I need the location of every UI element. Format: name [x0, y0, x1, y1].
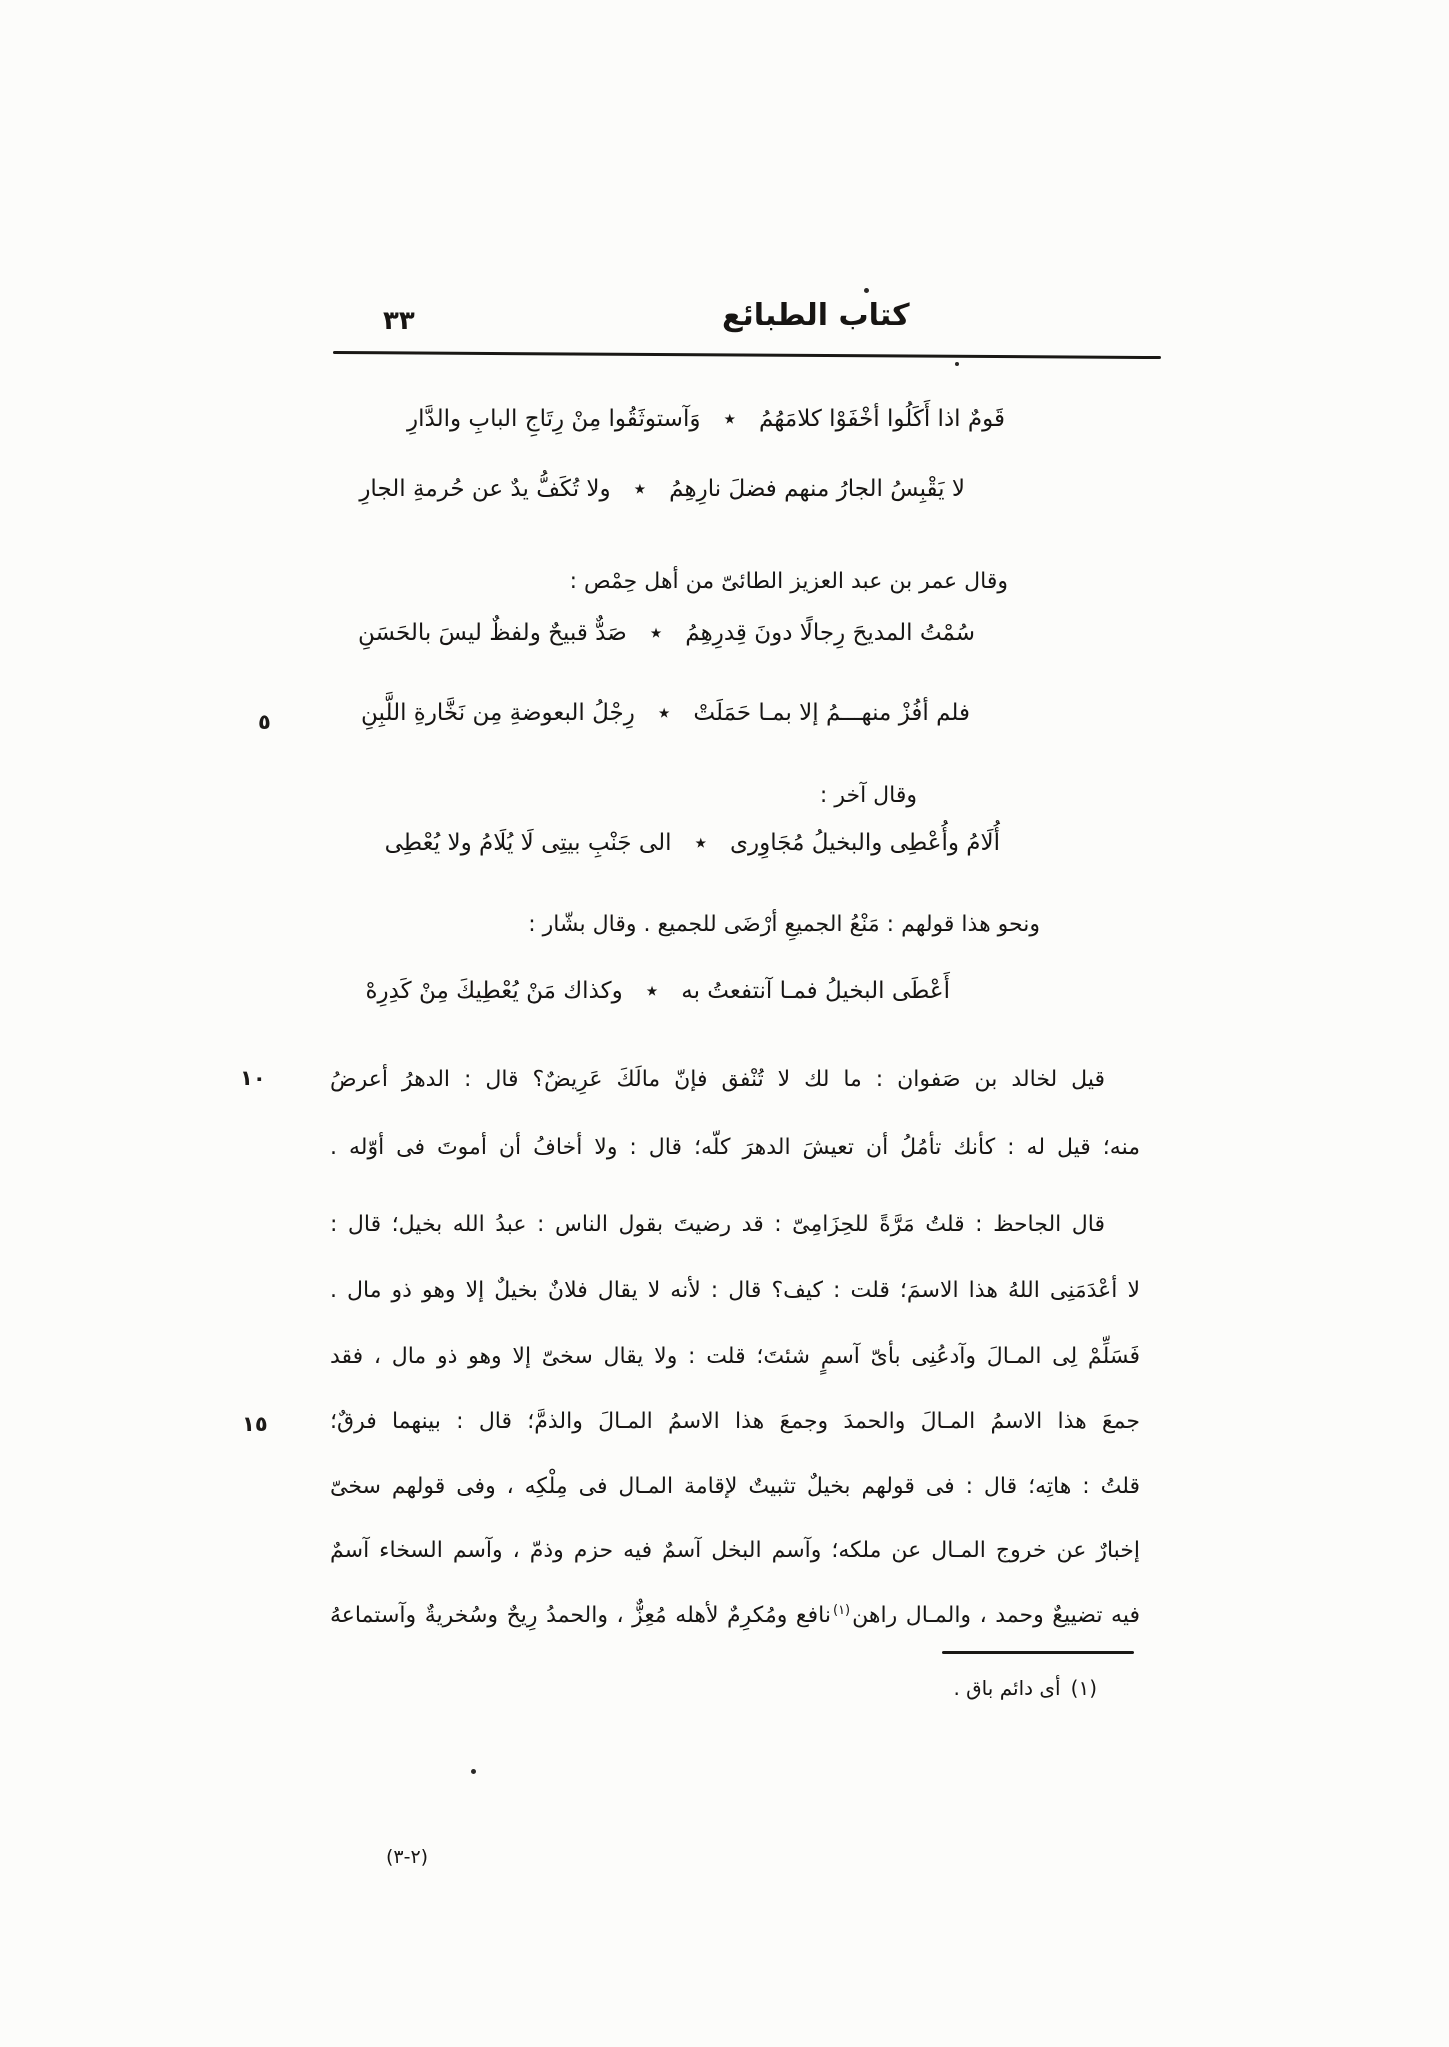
margin-line-number-5: ٥ [258, 710, 271, 734]
prose-line: قال الجاحظ : قلتُ مَرَّةً للحِزَامِىّ : قد رضيتَ بقول الناس : عبدُ الله بخيل؛ قال : [330, 1212, 1105, 1237]
verse-line: سُمْتُ المديحَ رِجالًا دونَ قِدرِهِمُ ٭ صَدٌّ قبيحٌ ولفظٌ ليسَ بالحَسَنِ [358, 620, 975, 646]
footnote-marker: (١) [1070, 1676, 1097, 1700]
prose-text: نافع ومُكرِمٌ لأهله مُعِزٌّ ، والحمدُ رِيحٌ وسُخريةٌ وآستماعهُ [330, 1603, 831, 1628]
speaker-line: وقال آخر : [819, 783, 917, 808]
ink-speck [864, 288, 869, 293]
speaker-line: وقال عمر بن عبد العزيز الطائىّ من أهل حِمْص : [569, 569, 1008, 594]
footnote-reference: (١) [832, 1602, 851, 1618]
prose-line: لا أعْدَمَنِى اللهُ هذا الاسمَ؛ قلت : كيف؟ قال : لأنه لا يقال فلانٌ بخيلٌ إلا وهو ذو مال . [330, 1278, 1140, 1303]
footnote-text: أى دائم باق . [953, 1676, 1061, 1700]
prose-line: جمعَ هذا الاسمُ المـالَ والحمدَ وجمعَ هذا الاسمُ المـالَ والذمَّ؛ قال : بينهما فرقٌ؛ [330, 1409, 1140, 1434]
prose-text: فيه تضييعٌ وحمد ، والمـال راهن [852, 1603, 1140, 1628]
verse-line: لا يَقْبِسُ الجارُ منهم فضلَ نارِهِمُ ٭ ولا تُكَفُّ يدٌ عن حُرمةِ الجارِ [359, 476, 965, 502]
prose-line: منه؛ قيل له : كأنك تأمُلُ أن تعيشَ الدهرَ كلّه؛ قال : ولا أخافُ أن أموتَ فى أوّله . [330, 1135, 1140, 1160]
footnote [953, 1676, 1097, 1700]
verse-line: أُلَامُ وأُعْطِى والبخيلُ مُجَاوِرى ٭ الى جَنْبِ بيتِى لَا يُلَامُ ولا يُعْطِى [384, 830, 1000, 856]
prose-line: ونحو هذا قولهم : مَنْعُ الجميعِ أرْضَى للجميع . وقال بشّار : [528, 912, 1040, 937]
header-rule [333, 351, 1161, 359]
footnote-rule [942, 1651, 1134, 1654]
verse-line: فلم أفُزْ منهـــمُ إلا بمـا حَمَلَتْ ٭ رِجْلُ البعوضةِ مِن نَخَّارةِ اللَّبِنِ [361, 700, 970, 726]
ink-speck [955, 362, 959, 366]
ink-speck [471, 1769, 476, 1774]
verse-line: قَومٌ اذا أَكَلُوا أخْفَوْا كلامَهُمُ ٭ وَآستوثَقُوا مِنْ رِتَاجِ البابِ والدَّارِ [407, 406, 1005, 432]
signature-mark: (٣-٢) [386, 1846, 429, 1868]
page-title: كتاب الطبائع [722, 298, 910, 333]
prose-line: قيل لخالد بن صَفوان : ما لك لا تُنْفق فإنّ مالَكَ عَرِيضٌ؟ قال : الدهرُ أعرضُ [330, 1067, 1105, 1092]
prose-line: إخبارٌ عن خروج المـال عن ملكه؛ وآسم البخل آسمٌ فيه حزم وذمّ ، وآسم السخاء آسمٌ [330, 1538, 1140, 1563]
margin-line-number-10: ١٠ [240, 1066, 266, 1090]
prose-line [330, 1599, 1140, 1633]
prose-line: فَسَلِّمْ لِى المـالَ وآدعُنِى بأىّ آسمٍ شئتَ؛ قلت : ولا يقال سخىّ إلا وهو ذو مال ، فقد [330, 1344, 1140, 1369]
verse-line: أَعْطَى البخيلُ فمـا آنتفعتُ به ٭ وكذاك مَنْ يُعْطِيكَ مِنْ كَدِرِهْ [365, 978, 950, 1004]
prose-line: قلتُ : هاتِه؛ قال : فى قولهم بخيلٌ تثبيتٌ لإقامة المـال فى مِلْكِه ، وفى قولهم سخىّ [330, 1474, 1140, 1499]
page-number: ٣٣ [383, 306, 415, 336]
margin-line-number-15: ١٥ [242, 1412, 268, 1436]
